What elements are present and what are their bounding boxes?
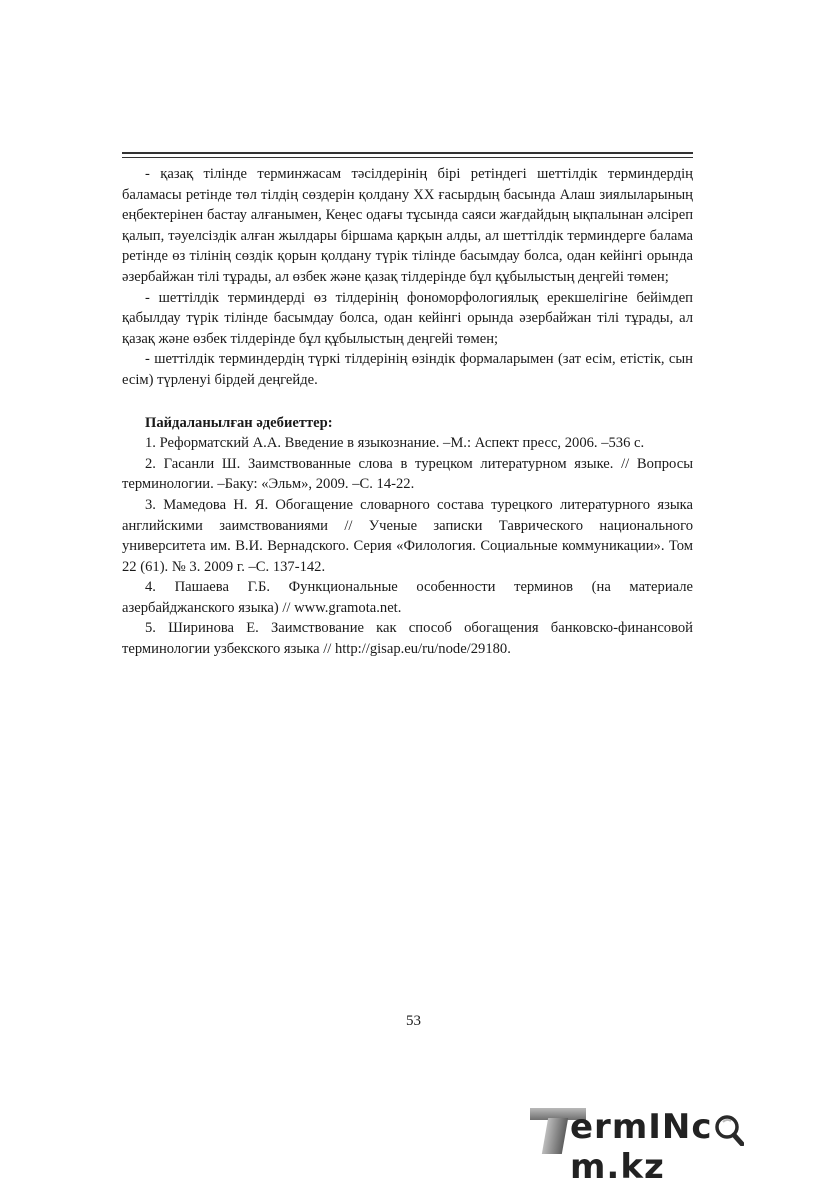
header-rule-thin [122,157,693,158]
paragraph: - шеттілдік терминдерді өз тілдерінің фономорфологиялық ерекшелігіне бейімдеп қабылдау түрік тілінде басымдау болса, одан кейінгі орында әзербайжан тілі тұрады, ал қазақ және өзбек тілдерінде бұл құбылыстың деңгейі төмен; [122,289,693,347]
header-rule-thick [122,152,693,154]
logo-text-part1: ermINc [570,1107,713,1147]
reference-item: 3. Мамедова Н. Я. Обогащение словарного состава турецкого литературного языка английскими заимствованиями // Ученые записки Таврического национального университета им. В.И. Вернадского. Серия «Филология. Социальные коммуникации». Том 22 (61). № 3. 2009 г. –С. 137-142. [122,496,693,575]
header-rule [122,152,693,158]
paragraph: - қазақ тілінде терминжасам тәсілдерінің бірі ретіндегі шеттілдік терминдердің баламасы ретінде төл тілдің сөздерін қолдану ХХ ғасырдың басында Алаш зиялыларының еңбектерінен бастау алғанымен, Кеңес одағы тұсында саяси жағдайдың ықпалынан әлсіреп қалып, тәуелсіздік алған жылдары біршама қарқын алды, ал шеттілдік терминдерге балама ретінде өз тілінің сөздік қорын қолдану түрік тілінде басымдау болса, одан кейінгі орында әзербайжан тілі тұрады, ал өзбек және қазақ тілдерінде бұл құбылыстың деңгейі төмен; [122,166,693,285]
reference-item: 1. Реформатский А.А. Введение в языкознание. –М.: Аспект пресс, 2006. –536 с. [145,435,645,452]
reference-item: 5. Ширинова Е. Заимствование как способ обогащения банковско-финансовой терминологии узбекского языка // http://gisap.eu/ru/node/29180. [122,620,693,658]
logo-wordmark [570,1107,820,1187]
paragraph: - шеттілдік терминдердің түркі тілдерінің өзіндік формаларымен (зат есім, етістік, сын есім) түрленуі бірдей деңгейде. [122,351,693,388]
logo-t-stem [542,1118,568,1154]
page-number: 53 [406,1013,421,1029]
references-title: Пайдаланылған әдебиеттер: [145,414,333,431]
body-text [122,164,693,660]
logo-text-part2: m.kz [570,1147,665,1187]
reference-item: 2. Гасанли Ш. Заимствованные слова в турецком литературном языке. // Вопросы терминологии. –Баку: «Эльм», 2009. –С. 14-22. [122,455,693,493]
magnifier-icon [714,1112,744,1146]
reference-item: 4. Пашаева Г.Б. Функциональные особенности терминов (на материале азербайджанского языка) // www.gramota.net. [122,579,693,616]
termincom-logo[interactable] [530,1100,820,1187]
